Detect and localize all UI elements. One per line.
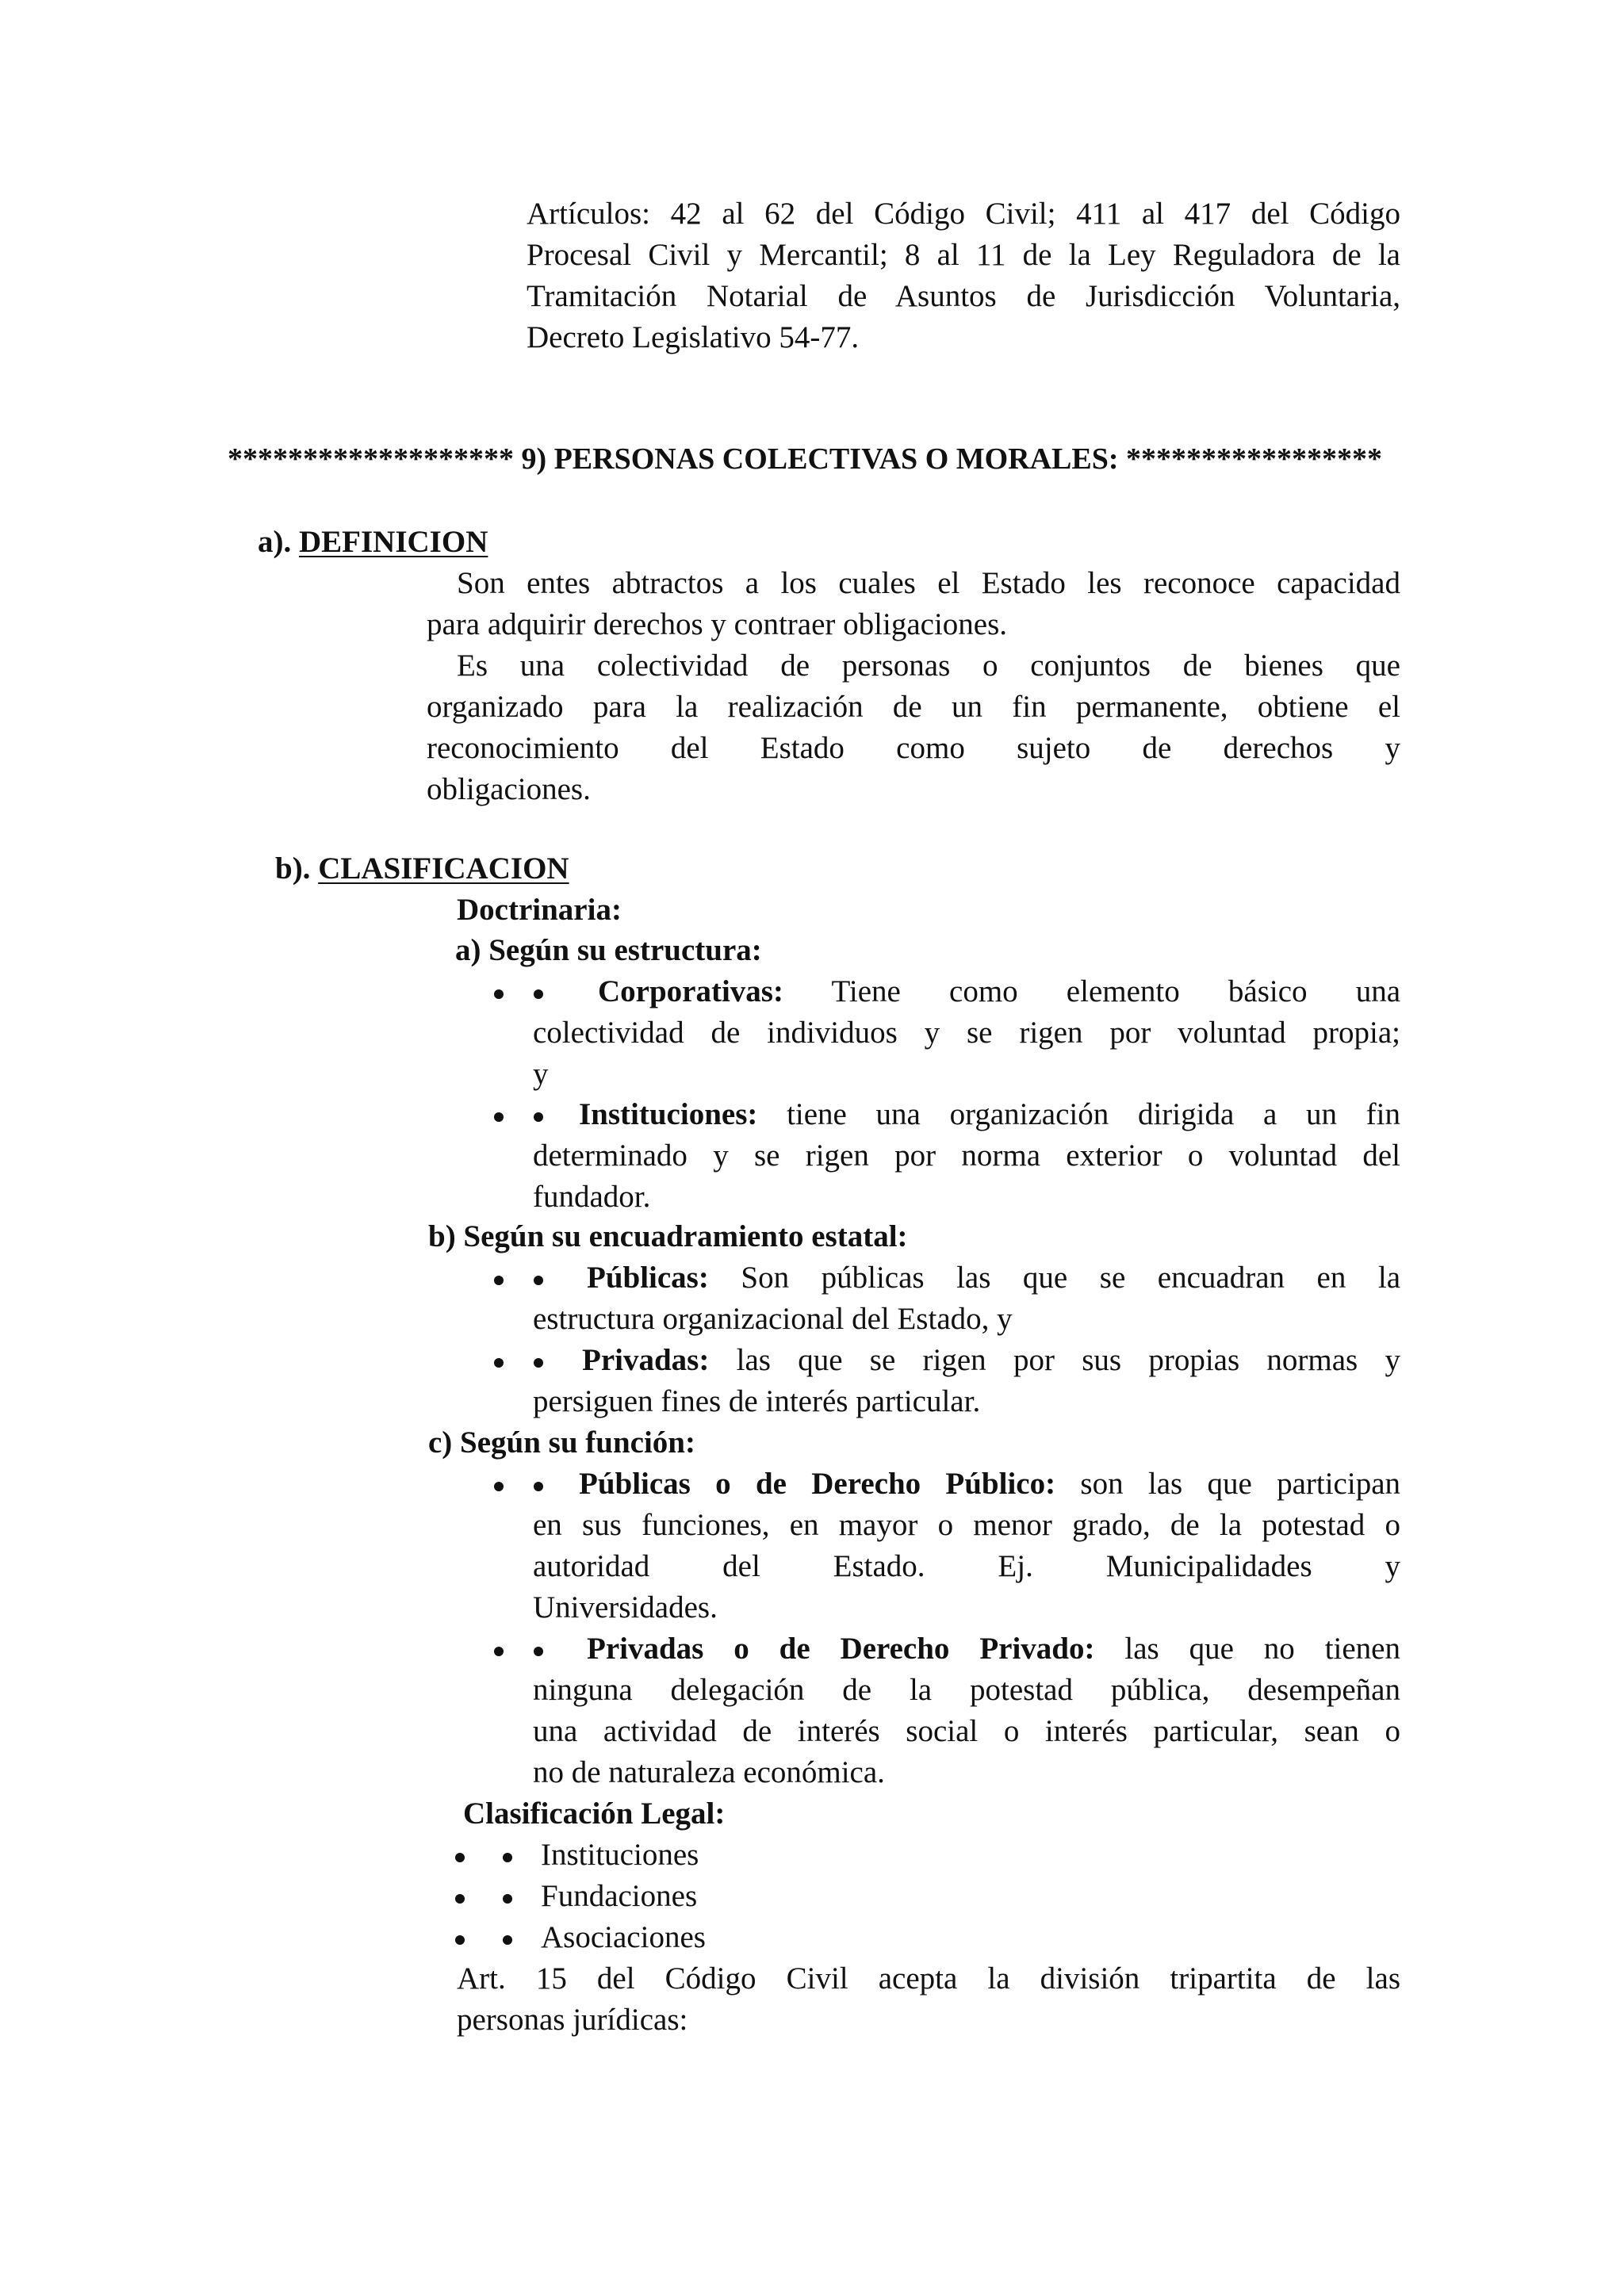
bullet-legal-1 <box>455 1835 512 1876</box>
definicion-p1-line: Son entes abtractos a los cuales el Estado les reconoce capacidad <box>457 566 1400 600</box>
bullet-icon <box>455 1894 465 1904</box>
legal-item: Instituciones <box>541 1838 699 1872</box>
corporativas-item <box>533 971 1400 1095</box>
instituciones-line: fundador. <box>533 1180 651 1214</box>
art-15-line: Art. 15 del Código Civil acepta la división tripartita de las <box>457 1961 1400 1996</box>
art-15-paragraph <box>457 1958 1400 2041</box>
corporativas-line: y <box>533 1057 549 1091</box>
definicion-p1-line: para adquirir derechos y contraer obligaciones. <box>427 607 1008 641</box>
derecho-privado-line: no de naturaleza económica. <box>533 1755 885 1789</box>
bullet-icon <box>503 1935 512 1945</box>
section-heading: ******************* 9) PERSONAS COLECTIVAS O MORALES: ***************** <box>227 442 1383 476</box>
corporativas-line: colectividad de individuos y se rigen por voluntad propia; <box>533 1016 1400 1050</box>
legal-title: Clasificación Legal: <box>463 1797 726 1831</box>
definicion-heading <box>258 522 488 563</box>
intro-paragraph <box>527 193 1400 358</box>
bullet-icon <box>494 1112 504 1122</box>
legal-item: Asociaciones <box>541 1920 706 1954</box>
bullet-legal-2 <box>455 1876 512 1917</box>
clasificacion-prefix: b). <box>275 851 311 886</box>
bullet-icon <box>494 1276 504 1285</box>
bullet-legal-3 <box>455 1917 512 1958</box>
publicas-line: estructura organizacional del Estado, y <box>533 1302 1013 1336</box>
derecho-privado-term: Privadas o de Derecho Privado: <box>587 1632 1095 1666</box>
definicion-body <box>427 563 1400 810</box>
derecho-publico-text: son las que participan <box>1080 1467 1401 1501</box>
derecho-publico-line: en sus funciones, en mayor o menor grado, de la potestad o <box>533 1508 1400 1542</box>
bullet-icon <box>494 1358 504 1368</box>
definicion-p2-line: reconocimiento del Estado como sujeto de derechos y <box>427 731 1400 765</box>
derecho-publico-line: autoridad del Estado. Ej. Municipalidades y <box>533 1549 1400 1583</box>
derecho-privado-line: una actividad de interés social o interés particular, sean o <box>533 1714 1400 1748</box>
encuadramiento-title: b) Según su encuadramiento estatal: <box>428 1219 908 1253</box>
clasificacion-title: CLASIFICACION <box>318 851 569 886</box>
instituciones-line: determinado y se rigen por norma exterior o voluntad del <box>533 1138 1400 1173</box>
clasificacion-heading <box>275 848 569 890</box>
definicion-p2-line: Es una colectividad de personas o conjuntos de bienes que <box>457 649 1400 683</box>
bullet-icon <box>503 1894 512 1904</box>
privadas-line: persiguen fines de interés particular. <box>533 1384 981 1418</box>
privadas-term: Privadas: <box>582 1343 710 1377</box>
definicion-title: DEFINICION <box>299 525 488 559</box>
instituciones-text: tiene una organización dirigida a un fin <box>787 1097 1400 1131</box>
doctrinaria-label: Doctrinaria: <box>457 893 622 927</box>
definicion-prefix: a). <box>258 525 292 559</box>
derecho-privado-line: ninguna delegación de la potestad pública, desempeñan <box>533 1673 1400 1707</box>
bullet-icon <box>494 989 504 999</box>
intro-line: Procesal Civil y Mercantil; 8 al 11 de la Ley Reguladora de la <box>527 238 1400 272</box>
privadas-item <box>533 1340 1400 1422</box>
estructura-title: a) Según su estructura: <box>455 933 762 967</box>
art-15-line: personas jurídicas: <box>457 2003 688 2037</box>
publicas-term: Públicas: <box>587 1261 709 1295</box>
intro-line: Artículos: 42 al 62 del Código Civil; 411 al 417 del Código <box>527 197 1400 231</box>
bullet-icon <box>494 1647 504 1656</box>
derecho-publico-term: Públicas o de Derecho Público: <box>579 1467 1056 1501</box>
bullet-icon <box>455 1853 465 1862</box>
corporativas-term: Corporativas: <box>598 974 783 1008</box>
bullet-icon <box>503 1853 512 1862</box>
intro-line: Decreto Legislativo 54-77. <box>527 320 860 354</box>
legal-item: Fundaciones <box>541 1879 698 1913</box>
definicion-p2-line: obligaciones. <box>427 772 591 806</box>
derecho-publico-line: Universidades. <box>533 1590 718 1624</box>
intro-line: Tramitación Notarial de Asuntos de Jurisdicción Voluntaria, <box>527 279 1400 313</box>
derecho-privado-item <box>533 1628 1400 1793</box>
funcion-title: c) Según su función: <box>428 1425 695 1460</box>
privadas-text: las que se rigen por sus propias normas y <box>736 1343 1401 1377</box>
derecho-privado-text: las que no tienen <box>1124 1632 1400 1666</box>
publicas-text: Son públicas las que se encuadran en la <box>741 1261 1401 1295</box>
instituciones-item <box>533 1094 1400 1218</box>
derecho-publico-item <box>533 1464 1400 1628</box>
publicas-item <box>533 1257 1400 1340</box>
bullet-icon <box>494 1482 504 1491</box>
corporativas-text: Tiene como elemento básico una <box>831 974 1401 1008</box>
bullet-icon <box>455 1935 465 1945</box>
instituciones-term: Instituciones: <box>579 1097 758 1131</box>
definicion-p2-line: organizado para la realización de un fin permanente, obtiene el <box>427 690 1400 724</box>
